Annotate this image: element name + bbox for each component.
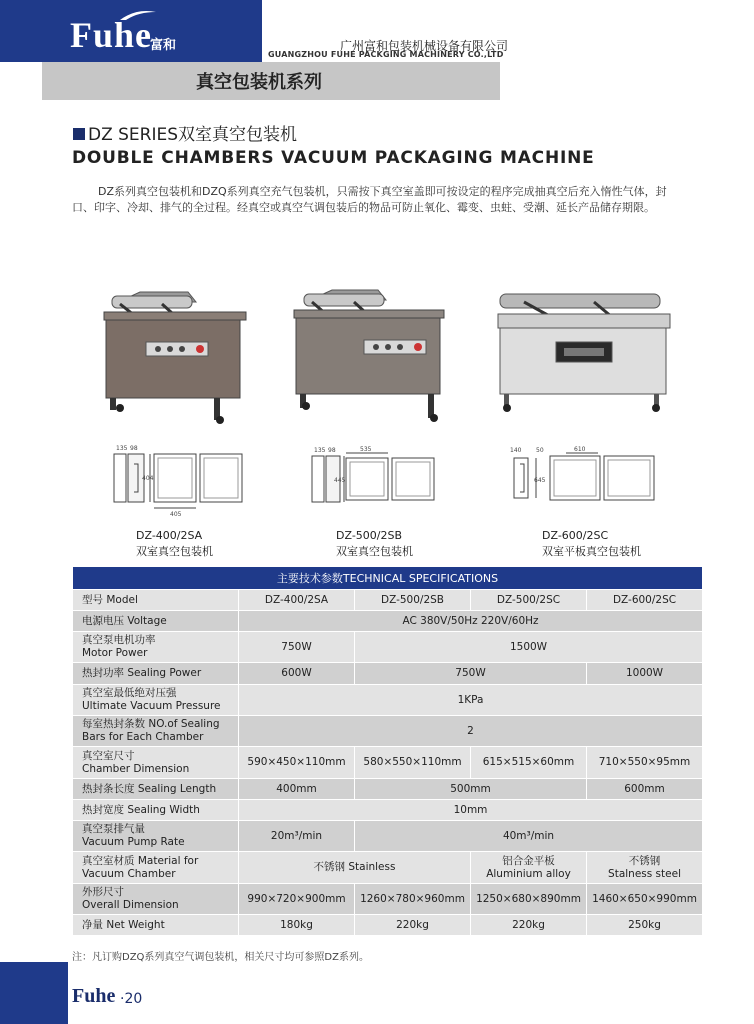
row-label [73, 747, 239, 779]
company-name-en: GUANGZHOU FUHE PACKGING MACHINERY CO.,LTD [268, 50, 504, 59]
dim-label: 445 [334, 477, 346, 484]
table-cell: 500mm [355, 779, 587, 800]
table-row [73, 632, 703, 663]
product-photo-dz-600 [494, 290, 674, 415]
table-cell: 180kg [239, 915, 355, 936]
row-label: 热封条长度 Sealing Length [73, 779, 239, 800]
table-cell: 710×550×95mm [587, 747, 703, 779]
table-header-row [73, 567, 703, 590]
row-label-en: Vacuum Chamber [82, 867, 176, 880]
cell-line-cn: 不锈钢 [628, 854, 661, 867]
table-row [73, 821, 703, 852]
product-name: 双室平板真空包装机 [542, 545, 641, 558]
table-cell: 580×550×110mm [355, 747, 471, 779]
row-label-en: Chamber Dimension [82, 762, 190, 775]
cell-line-cn: 铝合金平板 [502, 854, 555, 867]
table-cell: 750W [355, 663, 587, 685]
table-row [73, 685, 703, 716]
table-cell: 10mm [239, 800, 703, 821]
table-cell: 1500W [355, 632, 703, 663]
dim-label: 404 [142, 475, 154, 482]
series-title: 真空包装机系列 [196, 72, 322, 93]
dimension-diagram-dz-500 [304, 444, 440, 516]
section-heading-cn: DZ SERIES双室真空包装机 [88, 125, 298, 145]
row-label-cn: 每室热封条数 NO.of Sealing [82, 718, 220, 730]
product-photo-dz-500 [290, 284, 450, 426]
row-label [73, 685, 239, 716]
table-cell: 不锈钢 Stainless [239, 852, 471, 884]
row-label: 型号 Model [73, 590, 239, 611]
row-label [73, 632, 239, 663]
table-row [73, 747, 703, 779]
table-cell: 990×720×900mm [239, 884, 355, 915]
table-cell: 2 [239, 716, 703, 747]
table-cell: 590×450×110mm [239, 747, 355, 779]
table-cell: 615×515×60mm [471, 747, 587, 779]
page-number-value: 20 [124, 991, 143, 1007]
table-row [73, 663, 703, 685]
cell-line-en: Aluminium alloy [486, 867, 571, 880]
table-row [73, 884, 703, 915]
company-name-cn: 广州富和包装机械设备有限公司 [340, 39, 509, 53]
brand-logo-cn: 富和 [150, 38, 177, 53]
table-row [73, 852, 703, 884]
table-cell: 20m³/min [239, 821, 355, 852]
product-model: DZ-400/2SA [136, 529, 203, 542]
table-title: 主要技术参数TECHNICAL SPECIFICATIONS [73, 567, 703, 590]
cell-line-en: Stalness steel [608, 867, 681, 880]
row-label-cn: 真空泵电机功率 [82, 634, 156, 646]
product-model: DZ-600/2SC [542, 529, 609, 542]
row-label-en: Motor Power [82, 647, 148, 659]
table-cell: 1260×780×960mm [355, 884, 471, 915]
product-name: 双室真空包装机 [336, 545, 413, 558]
dim-label: 50 [536, 447, 544, 454]
product-caption [136, 528, 213, 560]
table-cell [471, 852, 587, 884]
dimension-diagram-dz-400 [106, 440, 246, 518]
spec-table [72, 566, 703, 936]
table-row [73, 590, 703, 611]
table-cell: 1000W [587, 663, 703, 685]
footer-block [0, 962, 68, 1024]
table-row [73, 716, 703, 747]
table-cell: 600mm [587, 779, 703, 800]
section-heading-en: DOUBLE CHAMBERS VACUUM PACKAGING MACHINE [72, 148, 595, 168]
row-label-cn: 真空室尺寸 [82, 749, 135, 762]
row-label-en: Overall Dimension [82, 899, 179, 911]
row-label-en: Ultimate Vacuum Pressure [82, 700, 221, 712]
dim-label: 405 [170, 511, 182, 518]
dim-label: 535 [360, 446, 372, 453]
row-label [73, 884, 239, 915]
dim-label: 645 [534, 477, 546, 484]
dim-label: 135 [314, 447, 326, 454]
row-label-cn: 真空室材质 Material for [82, 854, 199, 867]
table-cell: 400mm [239, 779, 355, 800]
row-label-cn: 真空室最低绝对压强 [82, 687, 177, 699]
table-cell: 1460×650×990mm [587, 884, 703, 915]
table-cell: DZ-400/2SA [239, 590, 355, 611]
page-number: ·20 [120, 991, 143, 1007]
footnote: 注：凡订购DZQ系列真空气调包装机，相关尺寸均可参照DZ系列。 [72, 952, 369, 963]
table-cell: AC 380V/50Hz 220V/60Hz [239, 611, 703, 632]
row-label-cn: 外形尺寸 [82, 886, 124, 898]
product-photo-dz-400 [100, 284, 250, 429]
row-label [73, 852, 239, 884]
row-label: 热封宽度 Sealing Width [73, 800, 239, 821]
dimension-diagram-dz-600 [506, 444, 656, 516]
table-cell: 220kg [471, 915, 587, 936]
table-cell: 1KPa [239, 685, 703, 716]
row-label-en: Bars for Each Chamber [82, 731, 204, 743]
dim-label: 98 [328, 447, 336, 454]
product-name: 双室真空包装机 [136, 545, 213, 558]
table-cell: 220kg [355, 915, 471, 936]
dim-label: 98 [130, 445, 138, 452]
table-cell [587, 852, 703, 884]
table-row [73, 800, 703, 821]
heading-square-icon [73, 128, 85, 140]
row-label: 净量 Net Weight [73, 915, 239, 936]
table-cell: DZ-600/2SC [587, 590, 703, 611]
row-label [73, 821, 239, 852]
table-cell: DZ-500/2SC [471, 590, 587, 611]
product-caption [542, 528, 641, 560]
dim-label: 135 [116, 445, 128, 452]
table-row [73, 611, 703, 632]
table-row [73, 779, 703, 800]
brand-logo: Fuhe [70, 15, 153, 55]
row-label: 电源电压 Voltage [73, 611, 239, 632]
dim-label: 140 [510, 447, 522, 454]
intro-paragraph: DZ系列真空包装机和DZQ系列真空充气包装机，只需按下真空室盖即可按设定的程序完成抽真空后充入惰性气体，封口、印字、冷却、排气的全过程。经真空或真空气调包装后的物品可防止氧化、霉变、虫蛀、受潮、延长产品储存期限。 [72, 185, 667, 214]
table-cell: 1250×680×890mm [471, 884, 587, 915]
logo-swoosh-icon [118, 8, 158, 22]
table-cell: 750W [239, 632, 355, 663]
table-row [73, 915, 703, 936]
table-cell: DZ-500/2SB [355, 590, 471, 611]
row-label-en: Vacuum Pump Rate [82, 836, 185, 848]
table-cell: 250kg [587, 915, 703, 936]
table-cell: 600W [239, 663, 355, 685]
product-caption [336, 528, 413, 560]
row-label-cn: 真空泵排气量 [82, 823, 145, 835]
table-cell: 40m³/min [355, 821, 703, 852]
row-label: 热封功率 Sealing Power [73, 663, 239, 685]
product-model: DZ-500/2SB [336, 529, 403, 542]
dim-label: 610 [574, 446, 586, 453]
footer-brand: Fuhe [72, 985, 116, 1007]
row-label [73, 716, 239, 747]
